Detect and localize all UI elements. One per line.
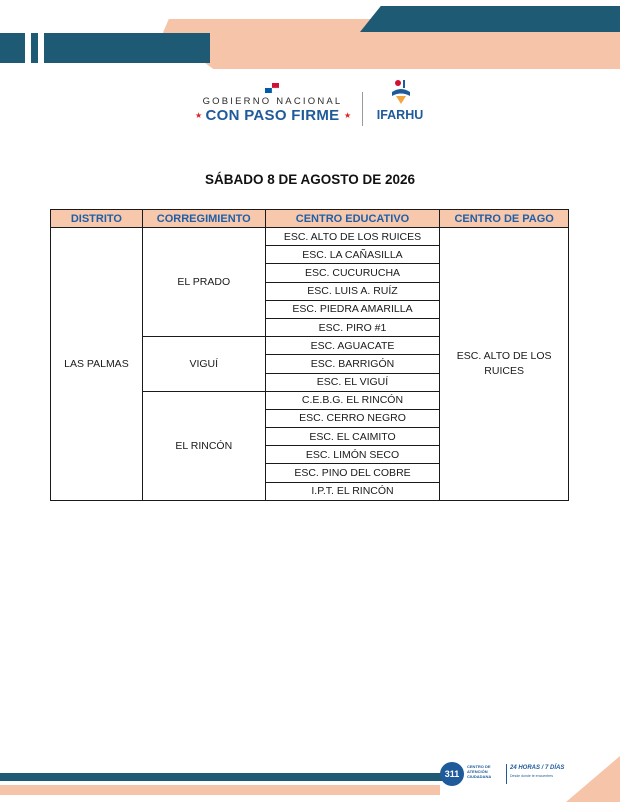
corregimiento-cell: EL PRADO [142, 228, 265, 337]
centro-educativo-cell: ESC. PIEDRA AMARILLA [265, 300, 440, 318]
footer-311-badge [440, 760, 570, 788]
column-header-corregimiento: CORREGIMIENTO [142, 210, 265, 228]
header-band-stripe [25, 33, 31, 63]
centro-educativo-cell: I.P.T. EL RINCÓN [265, 482, 440, 500]
payment-schedule-table [50, 209, 569, 501]
centro-educativo-cell: ESC. BARRIGÓN [265, 355, 440, 373]
gov-line-2: CON PASO FIRME [205, 107, 340, 124]
centro-educativo-cell: ESC. LUIS A. RUÍZ [265, 282, 440, 300]
header-band-peach-tail [205, 63, 620, 69]
centro-de-pago-cell: ESC. ALTO DE LOS RUICES [440, 228, 569, 501]
star-icon: ★ [195, 111, 203, 120]
column-header-centro-educativo: CENTRO EDUCATIVO [265, 210, 440, 228]
table-header-row [51, 210, 569, 228]
badge-hours: 24 HORAS / 7 DÍAS [510, 765, 565, 771]
page-title: SÁBADO 8 DE AGOSTO DE 2026 [204, 172, 416, 187]
column-header-centro-de-pago: CENTRO DE PAGO [440, 210, 569, 228]
badge-divider [506, 764, 507, 784]
corregimiento-cell: VIGUÍ [142, 337, 265, 392]
table-row [51, 228, 569, 246]
header-band-teal-right [360, 6, 620, 32]
badge-label: CENTRO DE ATENCIÓN CIUDADANA [467, 764, 492, 779]
footer-corner-peach [566, 756, 620, 802]
centro-educativo-cell: ESC. LIMÓN SECO [265, 446, 440, 464]
centro-educativo-cell: C.E.B.G. EL RINCÓN [265, 391, 440, 409]
centro-educativo-cell: ESC. AGUACATE [265, 337, 440, 355]
centro-educativo-cell: ESC. EL CAIMITO [265, 428, 440, 446]
centro-educativo-cell: ESC. CERRO NEGRO [265, 409, 440, 427]
header-band-stripe [38, 33, 44, 63]
centro-educativo-cell: ESC. ALTO DE LOS RUICES [265, 228, 440, 246]
header-band-teal-left [0, 33, 210, 63]
header-logos [190, 78, 430, 128]
ifarhu-logo-icon [388, 78, 414, 106]
distrito-cell: LAS PALMAS [51, 228, 143, 501]
star-icon: ★ [344, 111, 352, 120]
badge-311-icon: 311 [440, 762, 464, 786]
centro-educativo-cell: ESC. PINO DEL COBRE [265, 464, 440, 482]
gov-line-1: GOBIERNO NACIONAL [202, 96, 343, 107]
footer-band-teal [0, 773, 460, 781]
footer-band-peach [0, 785, 440, 795]
agency-name: IFARHU [376, 108, 424, 122]
centro-educativo-cell: ESC. PIRO #1 [265, 318, 440, 336]
logo-divider [362, 92, 363, 126]
badge-hours-sub: Desde donde te encuentres [510, 774, 554, 778]
corregimiento-cell: EL RINCÓN [142, 391, 265, 500]
panama-flag-icon [265, 83, 279, 93]
centro-educativo-cell: ESC. LA CAÑASILLA [265, 246, 440, 264]
centro-educativo-cell: ESC. EL VIGUÍ [265, 373, 440, 391]
column-header-distrito: DISTRITO [51, 210, 143, 228]
centro-educativo-cell: ESC. CUCURUCHA [265, 264, 440, 282]
